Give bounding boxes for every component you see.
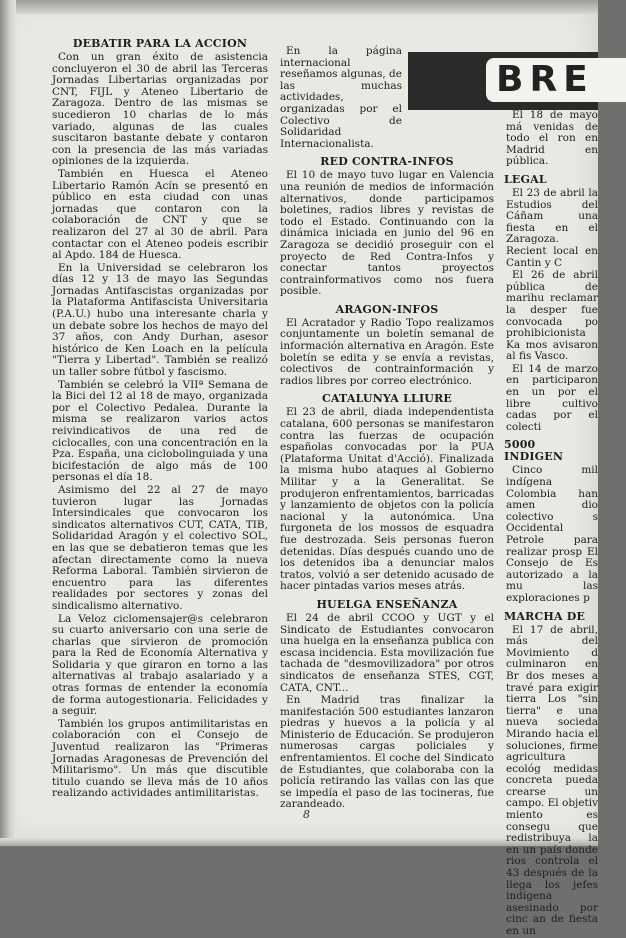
column-right-cropped <box>504 109 599 937</box>
section-title-marcha: MARCHA DE <box>504 609 586 623</box>
paragraph: También los grupos antimilitaristas en colaboración con el Consejo de Juventud realizaron las "Primeras Jornadas Aragonesas de Prevención del Militarismo". Un más que discutible titulo cuando se lleva más de 10 años realizando actividades antimilitaristas. <box>52 717 268 800</box>
paragraph: El 26 de abril pública de marihu reclamar la desper fue convocada po prohibicionista Ka mos avisaron al fis Vasco. <box>506 269 598 363</box>
section-title-indigenas: 5000 INDIGEN <box>504 438 564 464</box>
paragraph: También se celebró la VIIª Semana de la Bici del 12 al 18 de mayo, organizada por el Colectivo Pedalea. Durante la misma se realizaron varios actos reivindicativos de una red de ciclocalles, con una concentración en la Pza. España, una ciclobolinguiada y una bicifestación de algo más de 100 personas el día 18. <box>52 378 268 484</box>
page-top-edge <box>0 0 598 14</box>
paragraph: También en Huesca el Ateneo Libertario Ramón Acín se presentó en público en esta ciudad con unas jornadas que contaron con la colaboración de CNT y que se realizaron del 27 al 30 de abril. Para contactar con el Ateneo podeis escribir al Apdo. 184 de Huesca. <box>52 167 268 262</box>
paragraph: El 14 de marzo en participaron en un por el libre cultivo cadas por el colecti <box>506 362 598 433</box>
section-title-red-contra-infos: RED CONTRA-INFOS <box>320 155 454 169</box>
paragraph: El 24 de abril CCOO y UGT y el Sindicato de Estudiantes convocaron una huelga en la enseñanza publica con escasa incidencia. Esta movilización fue tachada de "desmovilizadora" por otros sindicatos de enseñanza STES, CGT, CATA, CNT... <box>280 611 494 694</box>
page-number: 8 <box>303 808 310 821</box>
paragraph: El 23 de abril la Estudios del Cáñam una fiesta en el Zaragoza. Recient local en Cantin y C <box>506 186 598 269</box>
paragraph: Con un gran éxito de asistencia concluyeron el 30 de abril las Terceras Jornadas Libertarias organizadas por CNT, FIJL y Ateneo Libertario de Zaragoza. Dentro de las mismas se sucedieron 10 charlas de lo más variado, algunas de las cuales suscitaron bastante debate y contaron con la presencia de las más variadas opiniones de la izquierda. <box>52 51 268 168</box>
column-middle <box>280 46 494 811</box>
paragraph: La Veloz ciclomensajer@s celebraron su cuarto aniversario con una serie de charlas que sirvieron de promoción para la Red de Economía Alternativa y Solidaria y que giraron en torno a las alternativas al trabajo asalariado y a otras formas de entender la economía de forma autogestionaria. Felicidades y a seguir. <box>52 612 268 718</box>
paragraph: Asimismo del 22 al 27 de mayo tuvieron lugar las Jornadas Intersindicales que convocaron los sindicatos alternativos CUT, CATA, TIB, Solidaridad Aragón y el colectivo SOL, en las que se debatieron temas que les afectan directamente como la nueva Reforma Laboral. También sirvieron de encuentro para las diferentes realidades por sectores y zonas del sindicalismo alternativo. <box>52 483 268 612</box>
paragraph: El 17 de abril, más del Movimiento d culminaron en Br dos meses a travé para exigir tierra Los "sin tierra" e una nueva socieda Mirando hacia el soluciones, firme agricultura ecológ medidas concreta pueda crearse un campo. El objetiv miento es consegu que redistribuya la en un país donde rios controla el 43 después de la llega los jefes indígena asesinado por cinc an de fiesta en un <box>506 623 599 937</box>
paragraph: El 23 de abril, diada independentista catalana, 600 personas se manifestaron contra las fuerzas de ocupación españolas convocadas por la PUA (Plataforma Unitat d'Acció). Finalizada la misma hubo ataques al Gobierno Militar y a la Generalitat. Se produjeron enfrentamientos, barricadas y lanzamiento de objetos con la policía nacional y la autonómica. Una furgoneta de los mossos de esquadra fue destrozada. Seis personas fueron detenidas. Días después cuando uno de los detenidos iba a denunciar malos tratos, volvió a ser detenido acusado de hacer pintadas varios meses atrás. <box>280 406 494 593</box>
intro-paragraph: En la página internacional reseñamos algunas, de las muchas actividades, organizadas por el Colectivo de Solidaridad Internacionalista. <box>280 45 402 150</box>
page-left-shadow <box>0 0 16 846</box>
paragraph: En Madrid tras finalizar la manifestación 500 estudiantes lanzaron piedras y huevos a la policía y al Ministerio de Educación. Se produjeron numerosas cargas policiales y enfrentamientos. El coche del Sindicato de Estudiantes, que colaboraba con la policía retirando las vallas con las que se impedía el paso de las tocineras, fue zarandeado. <box>280 694 494 811</box>
section-title-debatir: DEBATIR PARA LA ACCION <box>72 37 248 50</box>
paragraph: El 18 de mayo má venidas de todo el ron en Madrid en pública. <box>506 109 598 168</box>
section-title-aragon-infos: ARAGON-INFOS <box>335 302 439 316</box>
banner-title: BRE <box>496 59 594 100</box>
column-left <box>52 38 268 800</box>
section-title-catalunya-lliure: CATALUNYA LLIURE <box>321 392 453 406</box>
paragraph: El 10 de mayo tuvo lugar en Valencia una reunión de medios de información alternativos, donde participamos boletines, radios libres y revistas de todo el Estado. Continuando con la dinámica iniciada en junio del 96 en Zaragoza se decidió proseguir con el proyecto de Red Contra-Infos y conectar tantos proyectos contrainformativos como nos fuera posible. <box>280 169 494 298</box>
paragraph: Cinco mil indígena Colombia han amen dio colectivo s Occidental Petrole para realizar prosp El Consejo de Es autorizado a la mu las exploraciones p <box>506 464 598 604</box>
paragraph: En la Universidad se celebraron los días 12 y 13 de mayo las Segundas Jornadas Antifascistas organizadas por la Plataforma Antifascista Universitaria (P.A.U.) hubo una interesante charla y un debate sobre los hechos de mayo del 37 años, con Andy Durhan, asesor histórico de Ken Loach en la película "Tierra y Libertad". También se realizó un taller sobre fútbol y fascismo. <box>52 261 268 379</box>
paragraph: El Acratador y Radio Topo realizamos conjuntamente un boletín semanal de información alternativa en Aragón. Este boletín se edita y se envía a revistas, colectivos de contrainformación y radios libres por correo electrónico. <box>280 316 494 387</box>
section-title-legal: LEGAL <box>504 172 547 186</box>
section-title-huelga-ensenanza: HUELGA ENSEÑANZA <box>316 597 458 611</box>
